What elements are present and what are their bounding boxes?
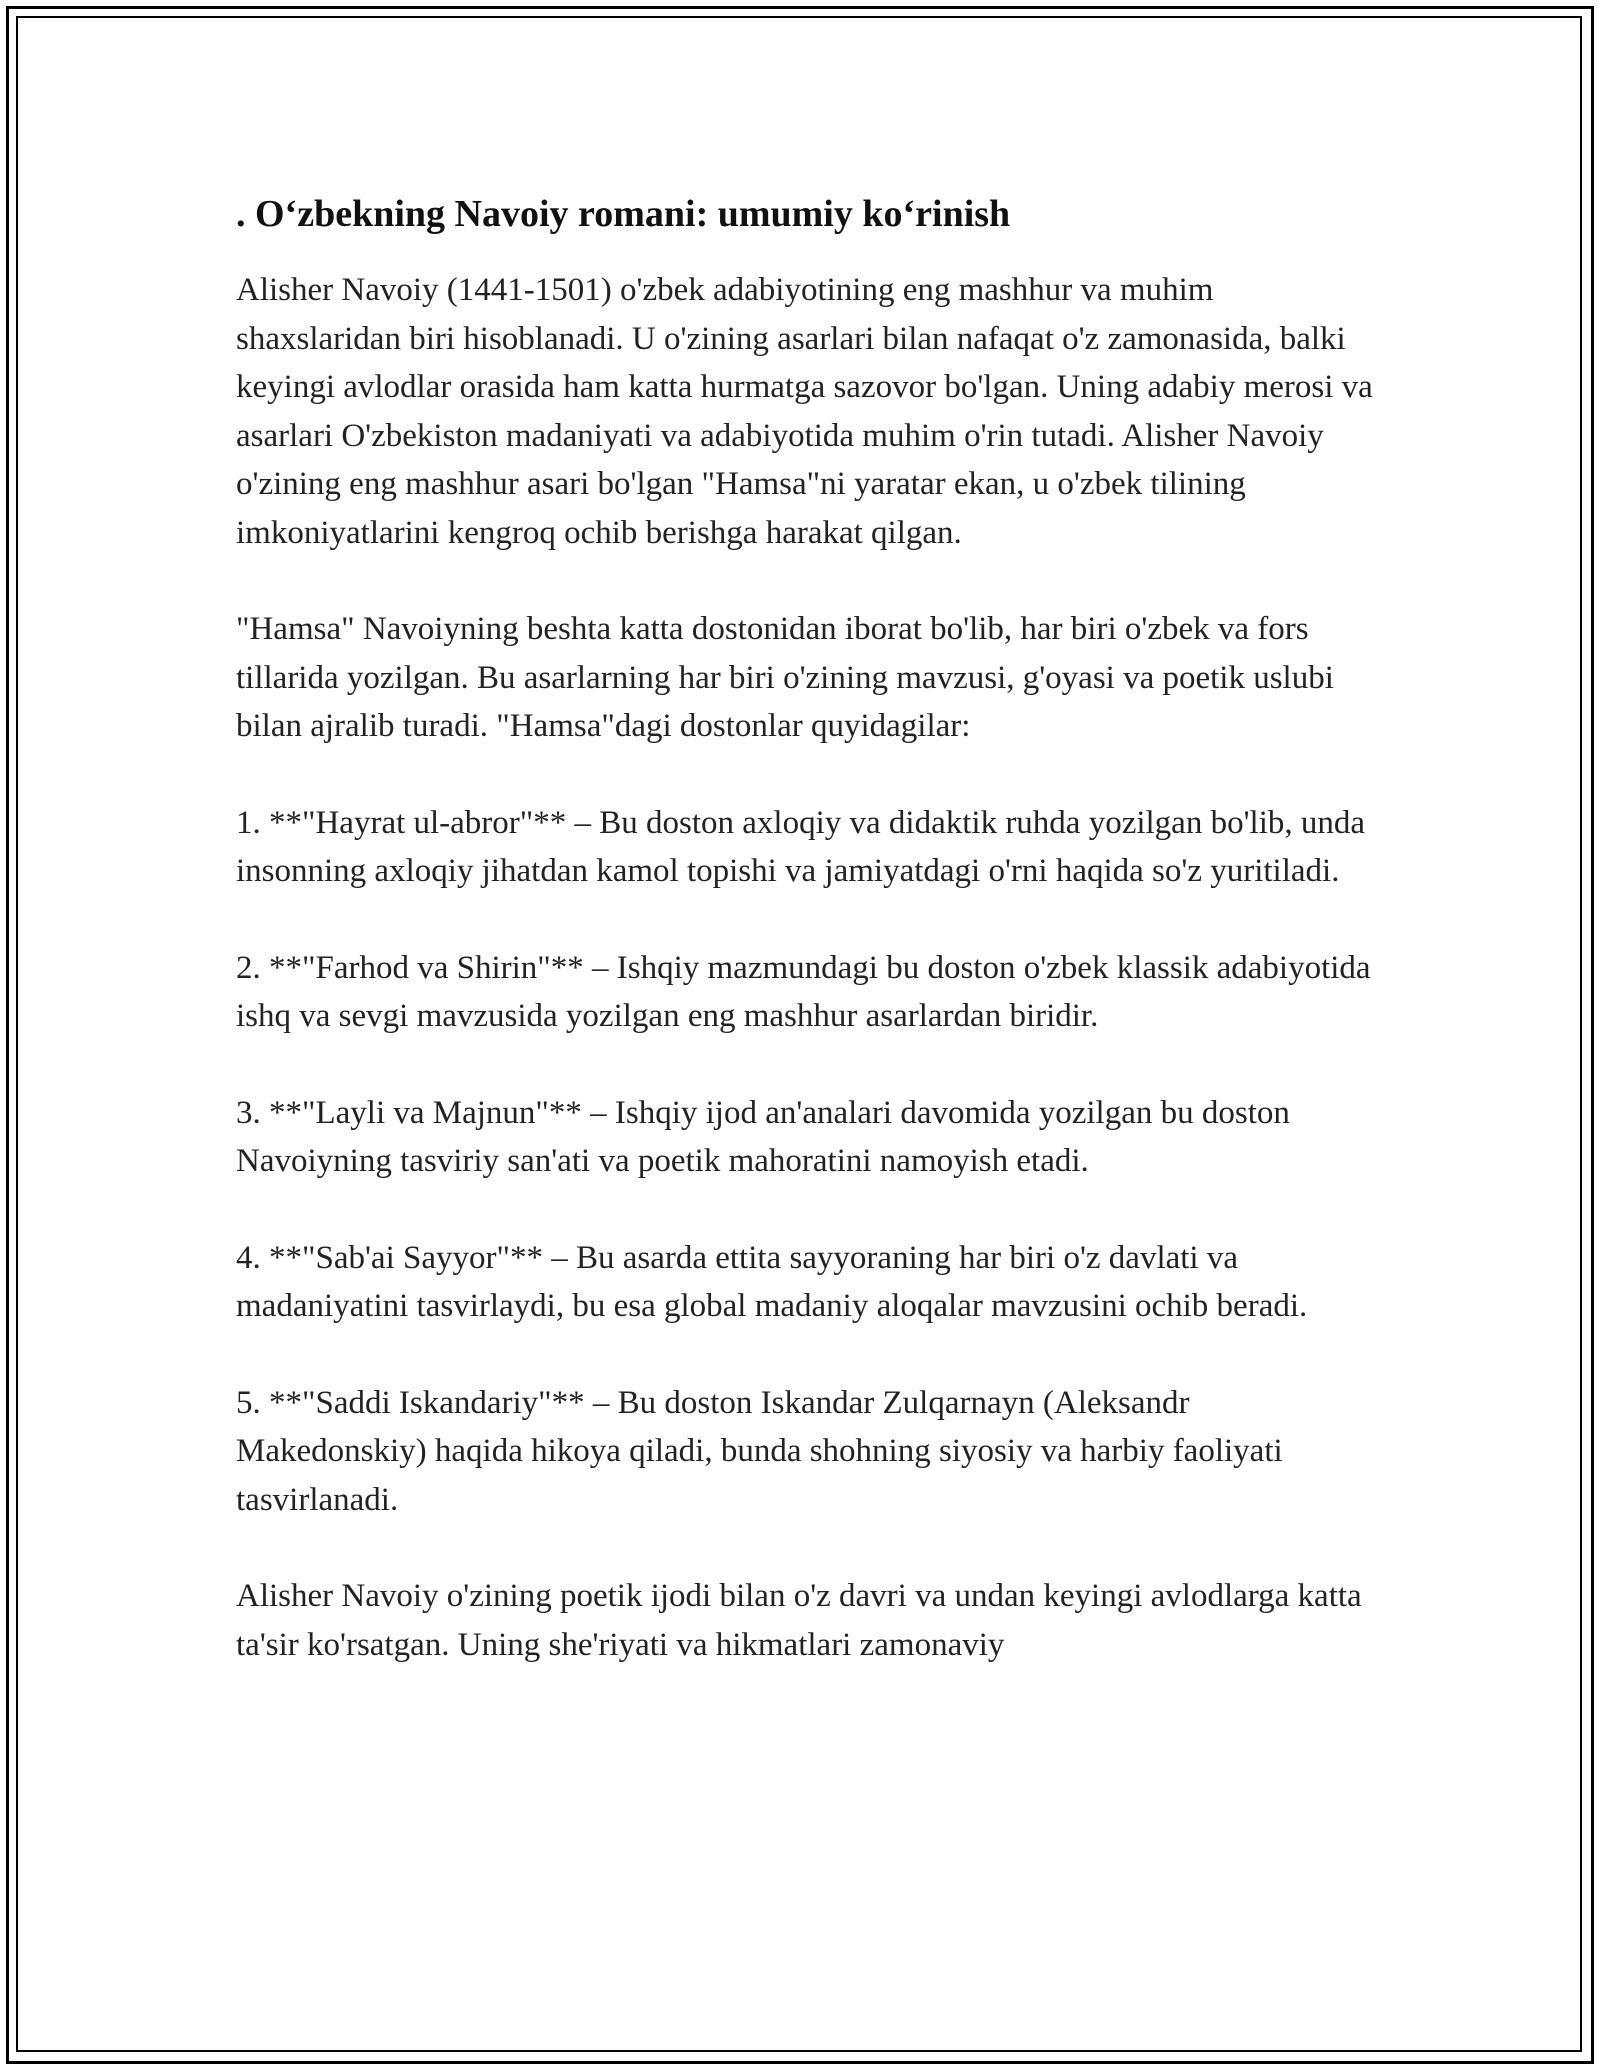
paragraph-intro: Alisher Navoiy (1441-1501) o'zbek adabiyotining eng mashhur va muhim shaxslaridan biri hisoblanadi. U o'zining asarlari bilan nafaqat o'z zamonasida, balki keyingi avlodlar orasida ham katta hurmatga sazovor bo'lgan. Uning adabiy merosi va asarlari O'zbekiston madaniyati va adabiyotida muhim o'rin tutadi. Alisher Navoiy o'zining eng mashhur asari bo'lgan "Hamsa"ni yaratar ekan, u o'zbek tilining imkoniyatlarini kengroq ochib berishga harakat qilgan. [236, 272, 1373, 551]
paragraph-hamsa: "Hamsa" Navoiyning beshta katta dostonidan iborat bo'lib, har biri o'zbek va fors tillarida yozilgan. Bu asarlarning har biri o'zining mavzusi, g'oyasi va poetik uslubi bilan ajralib turadi. "Hamsa"dagi dostonlar quyidagilar: [236, 611, 1334, 744]
list-item-sabai-sayyor: 4. **"Sab'ai Sayyor"** – Bu asarda ettita sayyoraning har biri o'z davlati va madaniyatini tasvirlaydi, bu esa global madaniy aloqalar mavzusini ochib beradi. [236, 1239, 1308, 1324]
list-item-farhod-va-shirin: 2. **"Farhod va Shirin"** – Ishqiy mazmundagi bu doston o'zbek klassik adabiyotida ishq va sevgi mavzusida yozilgan eng mashhur asarlardan biridir. [236, 949, 1371, 1034]
paragraph-closing: Alisher Navoiy o'zining poetik ijodi bilan o'z davri va undan keyingi avlodlarga katta ta'sir ko'rsatgan. Uning she'riyati va hikmatlari zamonaviy [236, 1578, 1362, 1663]
list-item-saddi-iskandariy: 5. **"Saddi Iskandariy"** – Bu doston Iskandar Zulqarnayn (Aleksandr Makedonskiy) haqida hikoya qiladi, bunda shohning siyosiy va harbiy faoliyati tasvirlanadi. [236, 1384, 1283, 1518]
list-item-hayrat-ul-abror: 1. **"Hayrat ul-abror"** – Bu doston axloqiy va didaktik ruhda yozilgan bo'lib, unda insonning axloqiy jihatdan kamol topishi va jamiyatdagi o'rni haqida so'z yuritiladi. [236, 804, 1366, 889]
document-body [236, 188, 1386, 1717]
list-item-layli-va-majnun: 3. **"Layli va Majnun"** – Ishqiy ijod an'analari davomida yozilgan bu doston Navoiyning tasviriy san'ati va poetik mahoratini namoyish etadi. [236, 1094, 1290, 1179]
document-title: . O‘zbekning Navoiy romani: umumiy ko‘rinish [236, 193, 1011, 235]
